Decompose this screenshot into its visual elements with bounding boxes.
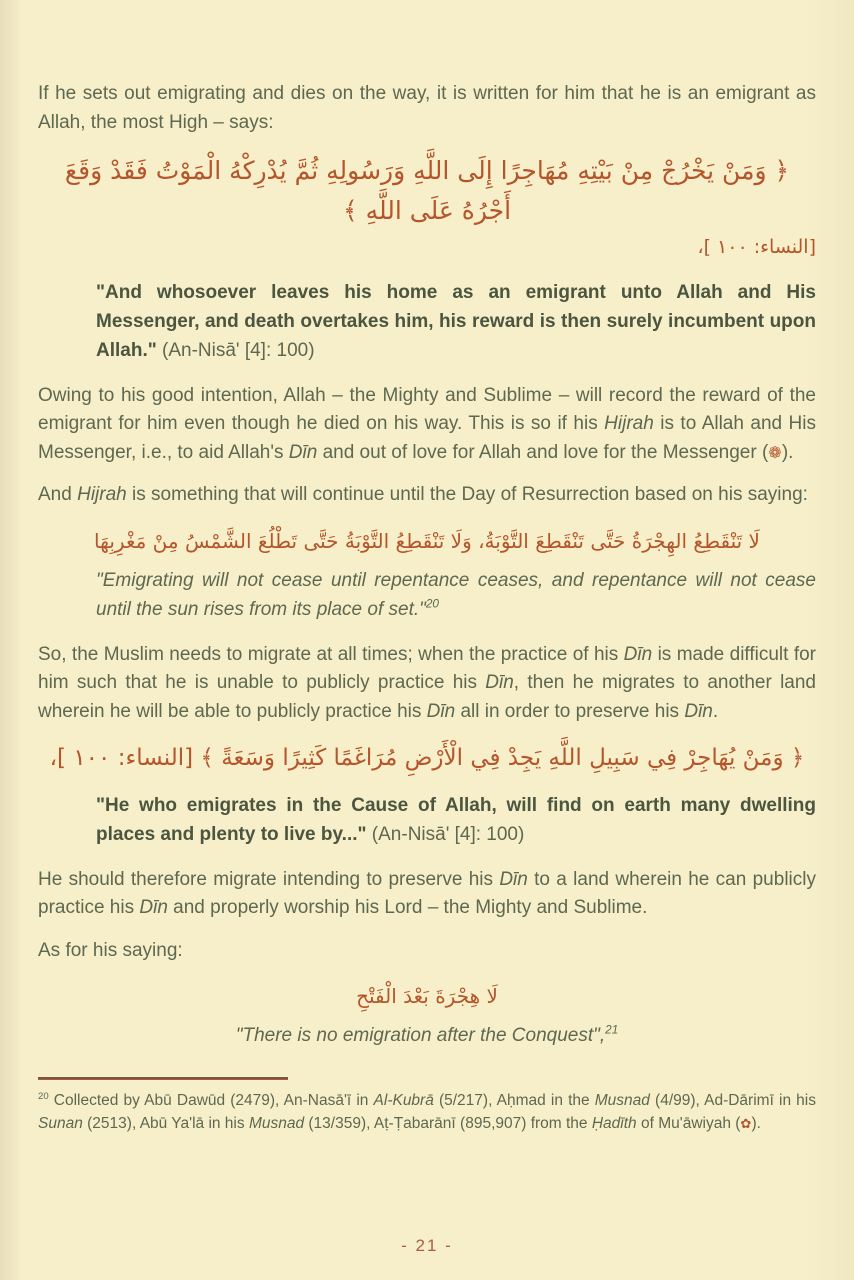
body-paragraph-should-migrate: He should therefore migrate intending to preserve his Dīn to a land wherein he can publicly practice his Dīn and properly worship his Lord – the Mighty and Sublime. [38,868,816,919]
verse-reference-1: [النساء: ١٠٠ ]، [697,236,816,258]
footnote-20: $^{20}$ Collected by Abū Dawūd (2479), An-Nasā'ī in Al-Kubrā (5/217), Aḥmad in the Musnad (4/99), Ad-Dārimī in his Sunan (2513), Abū Ya'lā in his Musnad (13/359), Aṭ-Ṭabarānī (895,907) from the Ḥadīth of Mu'āwiyah (✿). [38,1090,816,1133]
quran-verse-arabic-1: ﴿ وَمَنْ يَخْرُجْ مِنْ بَيْتِهِ مُهَاجِرًا إِلَى اللَّهِ وَرَسُولِهِ ثُمَّ يُدْرِكْهُ الْمَوْتُ فَقَدْ وَقَعَ أَجْرُهُ عَلَى اللَّهِ ﴾ [64,156,790,225]
body-paragraph-muslim-migrate: So, the Muslim needs to migrate at all times; when the practice of his Dīn is made difficult for him such that he is unable to publicly practice his Dīn, then he migrates to another land wherein he will be able to publicly practice his Dīn all in order to preserve his Dīn. [38,643,816,722]
quran-verse-arabic-2: ﴿ وَمَنْ يُهَاجِرْ فِي سَبِيلِ اللَّهِ يَجِدْ فِي الْأَرْضِ مُرَاغَمًا كَثِيرًا وَسَعَةً ﴾ [النساء: ١٠٠ ]، [49,745,805,772]
footnote-separator [38,1077,288,1080]
hadith-translation-quote-2: "There is no emigration after the Conquest",$^{21}$ [235,1024,619,1047]
verse-translation-quote-2: "He who emigrates in the Cause of Allah, will find on earth many dwelling places and plenty to live by..." (An-Nisā' [4]: 100) [96,794,816,846]
body-paragraph-owing: Owing to his good intention, Allah – the Mighty and Sublime – will record the reward of the emigrant for him even though he died on his way. This is so if his Hijrah is to Allah and His Messenger, i.e., to aid Allah's Dīn and out of love for Allah and love for the Messenger (❁). [38,384,816,463]
intro-paragraph: If he sets out emigrating and dies on the way, it is written for him that he is an emigrant as Allah, the most High – says: [38,83,816,133]
hadith-translation-quote-1: "Emigrating will not cease until repentance ceases, and repentance will not cease until the sun rises from its place of set."$^{20}$ [96,569,816,621]
body-paragraph-as-for: As for his saying: [38,939,183,961]
hadith-arabic-2: لَا هِجْرَةَ بَعْدَ الْفَتْحِ [356,984,498,1009]
body-paragraph-hijrah-continue: And Hijrah is something that will continue until the Day of Resurrection based on his saying: [38,484,808,506]
page-number: - 21 - [401,1236,453,1255]
hadith-arabic-1: لَا تَنْقَطِعُ الهِجْرَةُ حَتَّى تَنْقَطِعَ التَّوْبَةُ، وَلَا تَنْقَطِعُ التَّوْبَةُ حَتَّى تَطْلُعَ الشَّمْسُ مِنْ مَغْرِبِهَا [94,528,760,553]
verse-translation-quote-1: "And whosoever leaves his home as an emigrant unto Allah and His Messenger, and death overtakes him, his reward is then surely incumbent upon Allah." (An-Nisā' [4]: 100) [96,281,816,362]
